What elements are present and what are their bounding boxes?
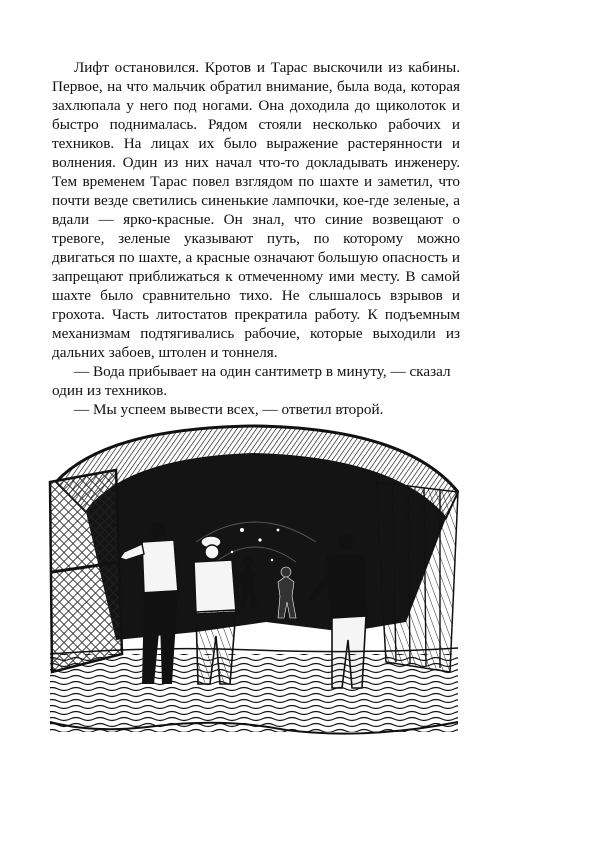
flood-water (50, 654, 458, 732)
paragraph-narration: Лифт остановился. Кротов и Тарас выскочили из кабины. Первое, на что мальчик обратил внимание, была вода, которая захлюпала у него под ногами. Она доходила до щиколоток и быстро поднималась. Рядом стояли несколько рабочих и техников. На лицах их было выражение растерянности и волнения. Один из них начал что-то докладывать инженеру. Тем временем Тарас повел взглядом по шахте и заметил, что почти везде светились синенькие лампочки, кое-где зеленые, а вдали — ярко-красные. Он знал, что синие возвещают о тревоге, зеленые указывают путь, по которому можно двигаться по шахте, а красные означают большую опасность и запрещают приближаться к отмеченному ими месту. В самой шахте было сравнительно тихо. Не слышалось взрывов и грохота. Часть литостатов прекратила работу. К подъемным механизмам подтягивались рабочие, которые выходили из дальних забоев, штолен и тоннеля. (52, 59, 460, 361)
paragraph-dialogue-2: — Мы успеем вывести всех, — ответил второй. (74, 401, 384, 418)
right-wall (376, 482, 458, 672)
mine-tunnel-illustration (46, 422, 462, 740)
lamp-icon (240, 528, 244, 532)
paragraph-dialogue-1: — Вода прибывает на один сантиметр в минуту, — сказал один из техников. (52, 363, 451, 399)
body-text (52, 58, 460, 419)
